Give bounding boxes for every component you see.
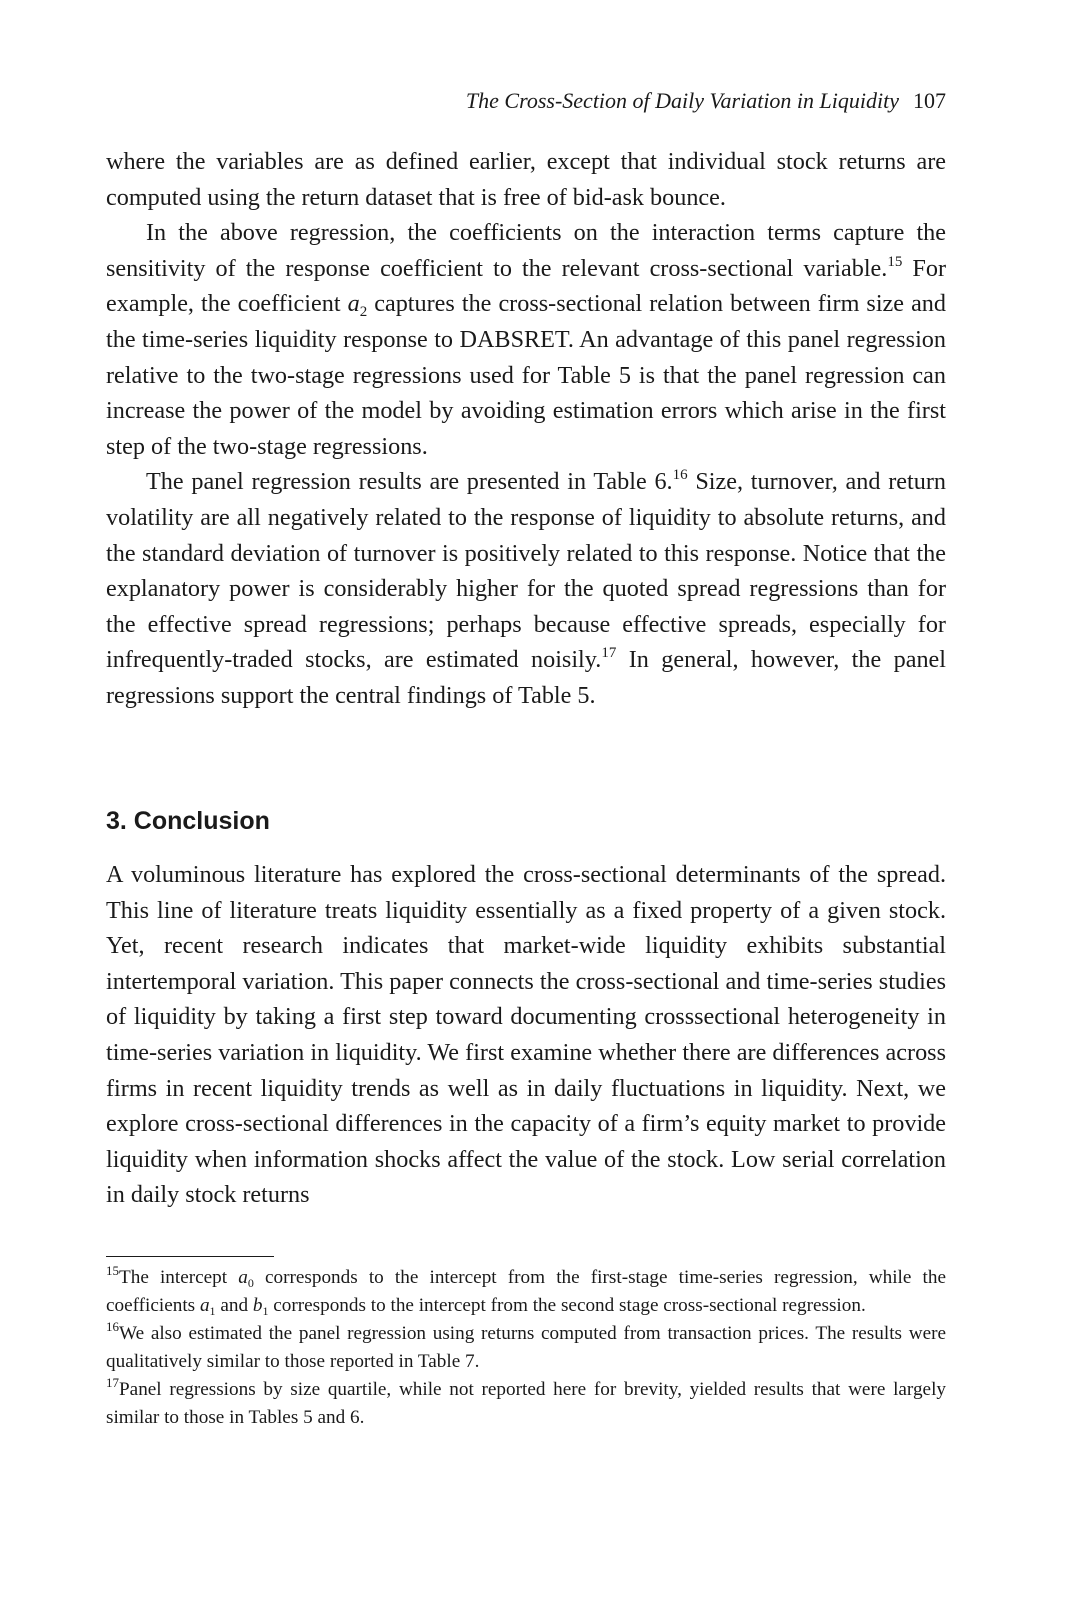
footnote-number: 17	[106, 1375, 119, 1390]
footnote-marker: 16	[672, 467, 688, 484]
footnote-number: 16	[106, 1319, 119, 1334]
math-variable: a	[347, 290, 360, 318]
math-subscript: 2	[359, 304, 368, 321]
footnote-17	[106, 1376, 946, 1432]
footnote-text: We also estimated the panel regression using returns computed from transaction prices. The results were qualitatively similar to those reported in Table 7.	[106, 1323, 946, 1372]
book-page	[106, 0, 946, 1600]
math-subscript: 1	[262, 1304, 269, 1318]
paragraph	[106, 215, 946, 464]
footnote-text: The intercept	[119, 1267, 239, 1288]
paragraph-text: captures the cross-sectional relation between firm size and the time-series liquidity response to DABSRET. An advantage of this panel regression relative to the two-stage regressions used for Table 5 is that the panel regression can increase the power of the model by avoiding estimation errors which arise in the first step of the two-stage regressions.	[106, 290, 946, 460]
footnote-text: corresponds to the intercept from the first-stage time-series regression, while the coefficients	[106, 1267, 946, 1316]
footnote-text: and	[215, 1295, 253, 1316]
body-text	[106, 144, 946, 714]
paragraph	[106, 464, 946, 713]
paragraph	[106, 144, 946, 215]
footnote-text: Panel regressions by size quartile, while not reported here for brevity, yielded results that were largely similar to those in Tables 5 and 6.	[106, 1379, 946, 1428]
page-number: 107	[913, 88, 946, 113]
paragraph-text: where the variables are as defined earlier, except that individual stock returns are computed using the return dataset that is free of bid-ask bounce.	[106, 148, 946, 211]
conclusion-text	[106, 857, 946, 1213]
paragraph: A voluminous literature has explored the cross-sectional determinants of the spread. This line of literature treats liquidity essentially as a fixed property of a given stock. Yet, recent research indicates that market-wide liquidity exhibits substantial intertemporal variation. This paper connects the cross-sectional and time-series studies of liquidity by taking a first step toward documenting crosssectional heterogeneity in time-series variation in liquidity. We first examine whether there are differences across firms in recent liquidity trends as well as in daily fluctuations in liquidity. Next, we explore cross-sectional differences in the capacity of a firm’s equity market to provide liquidity when information shocks affect the value of the stock. Low serial correlation in daily stock returns	[106, 861, 946, 1209]
footnote-divider	[106, 1256, 274, 1257]
paragraph-text: The panel regression results are presented in Table 6.	[146, 468, 673, 496]
paragraph-text: Size, turnover, and return volatility are all negatively related to the response of liquidity to absolute returns, and the standard deviation of turnover is positively related to this response. Notice that the explanatory power is considerably higher for the quoted spread regressions than for the effective spread regressions; perhaps because effective spreads, especially for infrequently-traded stocks, are estimated noisily.	[106, 468, 946, 674]
math-subscript: 0	[247, 1276, 254, 1290]
footnotes	[106, 1264, 946, 1432]
section-heading: 3. Conclusion	[106, 807, 270, 835]
paragraph-text: In the above regression, the coefficients on the interaction terms capture the sensitivity of the response coefficient to the relevant cross-sectional variable.	[106, 219, 946, 282]
math-subscript: 1	[209, 1304, 216, 1318]
running-head	[466, 86, 946, 116]
math-variable: a	[238, 1267, 248, 1288]
paragraph-text: In general, however, the panel regressions support the central findings of Table 5.	[106, 646, 946, 709]
footnote-number: 15	[106, 1263, 119, 1278]
math-variable: b	[252, 1295, 263, 1316]
footnote-15	[106, 1264, 946, 1320]
footnote-16	[106, 1320, 946, 1376]
footnote-marker: 15	[887, 253, 903, 270]
footnote-marker: 17	[601, 645, 617, 662]
paragraph-text: For example, the coefficient	[106, 254, 947, 318]
footnote-text: corresponds to the intercept from the second stage cross-sectional regression.	[268, 1295, 866, 1316]
running-head-title: The Cross-Section of Daily Variation in Liquidity	[465, 88, 899, 113]
math-variable: a	[199, 1295, 210, 1316]
